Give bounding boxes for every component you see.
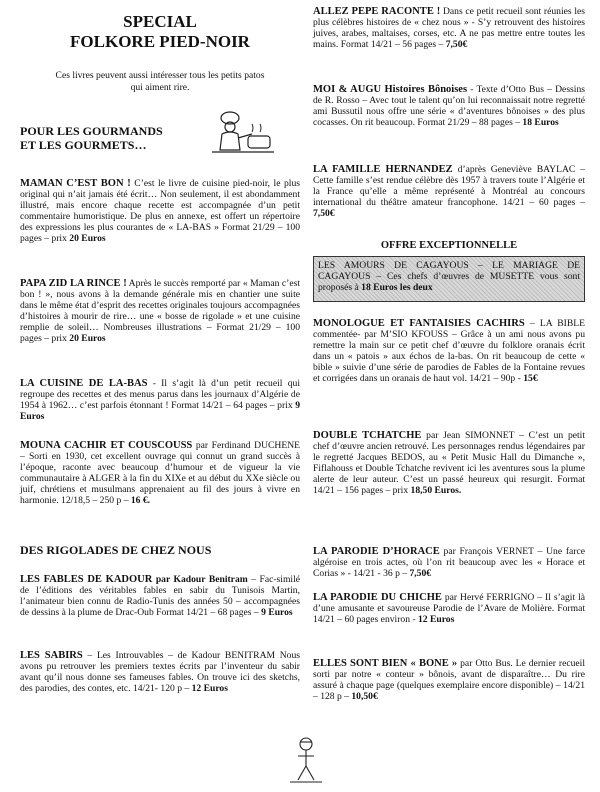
book-entry-fables-de-kadour: LES FABLES DE KADOUR par Kadour Benitram – Fac-similé de l’éditions des véritables fables en sabir du Tunisois Martin, l’animateur bien connu de Radio-Tunis des années 50 – accompagnées de dessins à la plume de Drac-Oub Format 14/21 – 68 pages – 9 Euros [20, 574, 301, 618]
section-rigolades-heading: DES RIGOLADES DE CHEZ NOUS [20, 543, 212, 557]
book-entry-la-parodie-dhorace: LA PARODIE D’HORACE par François VERNET – Une farce algéroise en trois actes, où l’on rit beaucoup avec les « Horace et Corias » - 14/21 - 36 p – 7,50€ [313, 546, 585, 579]
book-entry-monologue-et-fantaisies: MONOLOGUE ET FANTAISIES CACHIRS – LA BIBLE commentée- par M’SIO KFOUSS – Grâce à un ami nous avons pu remettre la main sur ce petit chef d’œuvre du folklore oranais écrit dans un « patois » aux échos de la-bas. On rit beaucoup de cette « bible » suivie d’une série de parodies de Fables de la Fontaine revues et corrigées dans un oranais de haut vol. 14/21 – 90p - 15€ [313, 318, 585, 384]
book-entry-la-cuisine-de-la-bas: LA CUISINE DE LA-BAS - Il s’agit là d’un petit recueil qui regroupe des recettes et des menus parus dans les journaux d’Algérie de 1954 à 1962… c’est parfois étonnant ! Format 14/21 – 64 pages – prix 9 Euros [20, 378, 300, 422]
book-entry-la-parodie-du-chiche: LA PARODIE DU CHICHE par Hervé FERRIGNO – Il s’agit là d’une amusante et savoureuse Parodie de l’Avare de Molière. Format 14/21 – 60 pages environ - 12 Euros [313, 592, 585, 625]
book-entry-mouna-cachir: MOUNA CACHIR ET COUSCOUSS par Ferdinand DUCHENE – Sorti en 1930, cet excellent ouvrage qui connut un grand succès à l’époque, raconte avec beaucoup d’humour et de vigueur la vie communautaire à ALGER à la fin du XIXe et au début du XXe siècle ou juif, chrétiens et musulmans apprenaient au fil des jours à vivre en harmonie. 12/18,5 – 250 p – 16 €. [20, 440, 300, 506]
book-entry-double-tchatche: DOUBLE TCHATCHE par Jean SIMONNET – C’est un petit chef d’œuvre ancien retrouvé. Les personnages rendus légendaires par le regretté Jacques BEDOS, au « Petit Music Hall du Dimanche », Fiflahouss et Double Tchatche revivent ici les aventures sous la plume alerte de leur auteur. C’est un passé heureux qui resurgit. Format 14/21 – 156 pages – prix 18,50 Euros. [313, 430, 586, 496]
page-title: SPECIAL FOLKORE PIED-NOIR [70, 12, 250, 51]
book-entry-les-sabirs: LES SABIRS – Les Introuvables – de Kadour BENITRAM Nous avons pu retrouver les premiers textes écrits par l’inventeur du sabir avant qu’il nous donne ses fameuses fables. On trouve ici des sketchs, des parodies, des contes, etc. 14/21- 120 p – 12 Euros [20, 650, 300, 694]
chef-cooking-illustration [208, 110, 278, 158]
book-entry-moi-et-augu: MOI & AUGU Histoires Bônoises - Texte d’Otto Bus – Dessins de R. Rosso – Avec tout le talent qu’on lui reconnaissait notre regretté ami Bussutil nous offre une série « d’aventures bônoises » des plus cocasses. On rit beaucoup. Format 21/29 – 88 pages – 18 Euros [313, 84, 585, 128]
book-entry-papa-zid-la-rince: PAPA ZID LA RINCE ! Après le succès remporté par « Maman c’est bon ! », nous avons à la demande générale mis en chantier une suite dans le même état d’esprit des recettes originales toujours accompagnées d’histoires à mourir de rire… une « bosse de rigolade » et une cuisine remplie de soleil… Nombreuses illustrations – Format 21/29 – 100 pages – prix 20 Euros [20, 278, 300, 344]
book-entry-maman-cest-bon: MAMAN C’EST BON ! C’est le livre de cuisine pied-noir, le plus original qui n’ait jamais été écrit… Non seulement, il est abondamment illustré, mais encore chaque recette est accompagnée d’un petit commentaire humoristique. De plus en annexe, est offert un répertoire des expressions les plus courantes de « LA-BAS » Format 21/29 – 100 pages – prix 20 Euros [20, 178, 300, 244]
section-gourmands-heading: POUR LES GOURMANDS ET LES GOURMETS… [20, 124, 163, 152]
intro-text: Ces livres peuvent aussi intéresser tous les petits patos qui aiment rire. [55, 70, 265, 93]
book-entry-elles-sont-bien-bone: ELLES SONT BIEN « BONE » par Otto Bus. Le dernier recueil sorti par notre « conteur » bônois, avant de disparaître… Du rire assuré à chaque page (quelques exemplaire encore disponible) – 14/21 – 128 p – 10,50€ [313, 658, 585, 702]
offer-heading: OFFRE EXCEPTIONNELLE [380, 240, 518, 251]
book-entry-la-famille-hernandez: LA FAMILLE HERNANDEZ d’après Geneviève BAYLAC – Cette famille s’est rendue célèbre dès 1957 à travers toute l’Algérie et la France qu’elle a même représenté à Montréal au concours international du théâtre amateur francophone. 14/21 – 60 pages – 7,50€ [313, 164, 586, 219]
book-entry-allez-pepe-raconte: ALLEZ PEPE RACONTE ! Dans ce petit recueil sont réunies les plus célèbres histoires de « chez nous » - S’y retrouvent des histoires juives, arabes, maltaises, corses, etc. A ne pas mettre entre toutes les mains. Format 14/21 – 56 pages – 7,50€ [313, 6, 585, 50]
offer-box: LES AMOURS DE CAGAYOUS – LE MARIAGE DE CAGAYOUS – Ces chefs d’œuvres de MUSETTE vous sont proposés à 18 Euros les deux [313, 256, 585, 302]
character-figure-illustration [286, 736, 326, 784]
